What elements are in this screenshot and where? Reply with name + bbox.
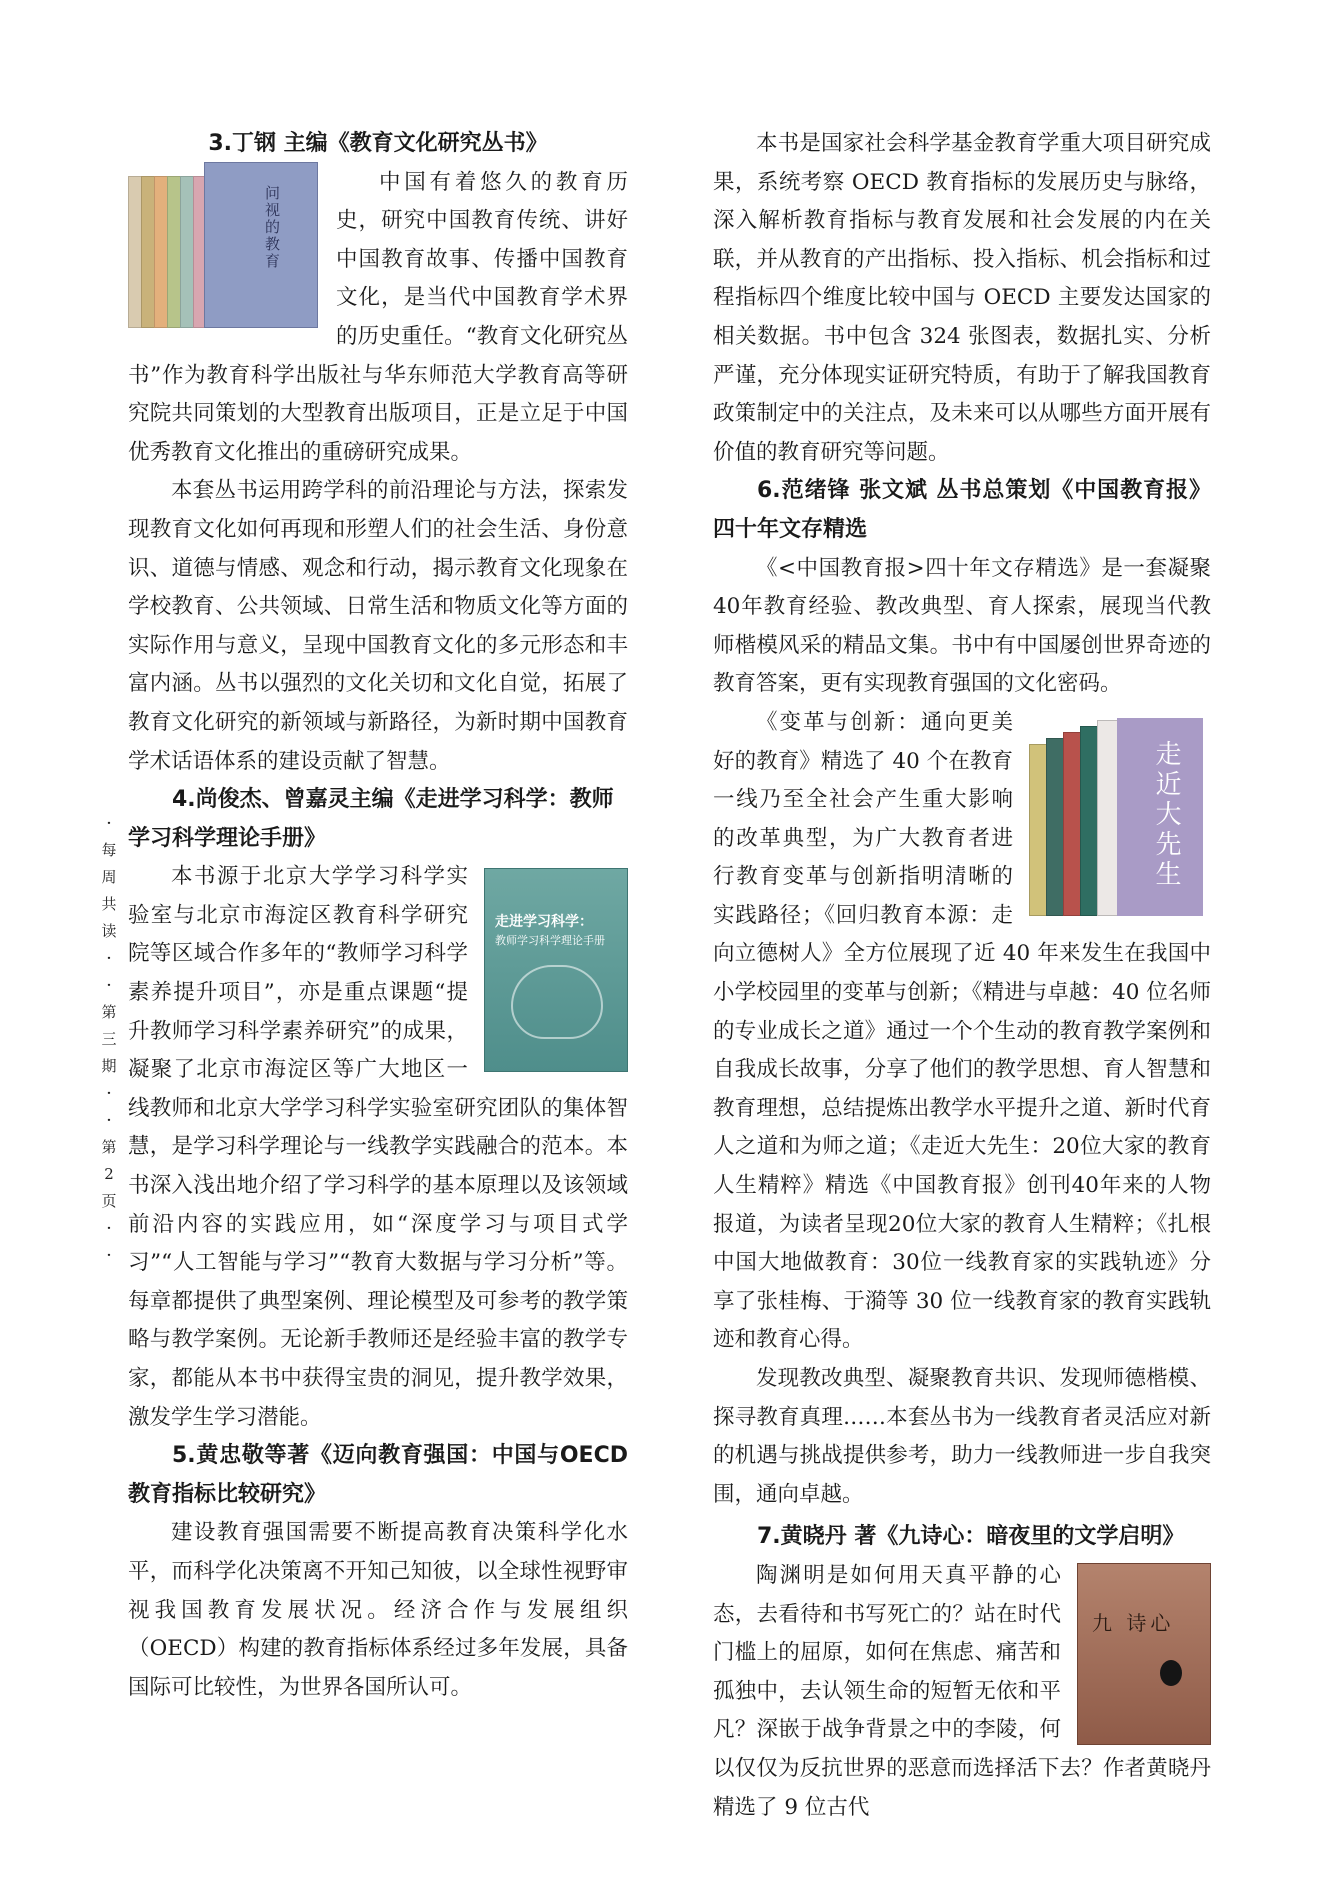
dot-separator: ·	[106, 813, 112, 834]
side-char: 第	[101, 1003, 117, 1021]
section-4-paragraph-1: 本书源于北京大学学习科学实验室与北京市海淀区教育科学研究院等区域合作多年的“教师学习科学素养提升项目”，亦是重点课题“提升教师学习科学素养研究”的成果，凝聚了北京市海淀区等广大地区一线教师和北京大学学习科学实验室研究团队的集体智慧，是学习科学理论与一线教学实践融合的范本。本书深入浅出地介绍了学习科学的基本原理以及该领域前沿内容的实践应用，如“深度学习与项目式学习”“人工智能与学习”“教育大数据与学习分析”等。每章都提供了典型案例、理论模型及可参考的教学策略与教学案例。无论新手教师还是经验丰富的教学专家，都能从本书中获得宝贵的洞见，提升教学效果，激发学生学习潜能。	[128, 864, 628, 1430]
section-3-paragraph-1: 中国有着悠久的教育历史，研究中国教育传统、讲好中国教育故事、传播中国教育文化，是当代中国教育学术界的历史重任。“教育文化研究丛书”作为教育科学出版社与华东师范大学教育高等研究院共同策划的大型教育出版项目，正是立足于中国优秀教育文化推出的重磅研究成果。	[128, 169, 628, 465]
section-7-paragraph-1: 陶渊明是如何用天真平静的心态，去看待和书写死亡的？站在时代门槛上的屈原，如何在焦虑、痛苦和孤独中，去认领生命的短暂无依和平凡？深嵌于战争背景之中的李陵，何以仅仅为反抗世界的恶意而选择活下去？作者黄晓丹精选了 9 位古代	[713, 1562, 1211, 1820]
nine-poems-book-image	[1077, 1563, 1211, 1745]
side-char: 第	[101, 1138, 117, 1156]
section-6-heading: 6.范绪锋 张文斌 丛书总策划《中国教育报》四十年文存精选	[713, 478, 1211, 542]
book-cover-title: 问视的教育	[263, 184, 281, 270]
book-cover-subtitle: 教师学习科学理论手册	[495, 934, 605, 948]
dot-separator: ·	[106, 975, 112, 996]
side-char: 三	[101, 1030, 117, 1048]
dot-separator: ·	[106, 1218, 112, 1239]
brain-icon	[511, 965, 603, 1039]
side-char: 页	[101, 1192, 117, 1210]
section-6-paragraph-2: 《变革与创新：通向更美好的教育》精选了 40 个在教育一线乃至全社会产生重大影响的改革典型，为广大教育者进行教育变革与创新指明清晰的实践路径；《回归教育本源：走向立德树人》全方位展现了近 40 年来发生在我国中小学校园里的变革与创新；《精进与卓越：40 位名师的专业成长之道》通过一个个生动的教育教学案例和自我成长故事，分享了他们的教学思想、育人智慧和教育理想，总结提炼出教学水平提升之道、新时代育人之道和为师之道；《走近大先生：20位大家的教育人生精粹》精选《中国教育报》创刊40年来的人物报道，为读者呈现20位大家的教育人生精粹；《扎根中国大地做教育：30位一线教育家的实践轨迹》分享了张桂梅、于漪等 30 位一线教育家的教育实践轨迹和教育心得。	[713, 709, 1211, 1353]
section-3-heading: 3.丁钢 主编《教育文化研究丛书》	[208, 131, 548, 156]
dot-separator: ·	[106, 1110, 112, 1131]
section-5-paragraph-1: 建设教育强国需要不断提高教育决策科学化水平，而科学化决策离不开知己知彼，以全球性视野审视我国教育发展状况。经济合作与发展组织（OECD）构建的教育指标体系经过多年发展，具备国际可比较性，为世界各国所认可。	[128, 1520, 628, 1700]
side-char: 读	[101, 922, 117, 940]
section-3-paragraph-2: 本套丛书运用跨学科的前沿理论与方法，探索发现教育文化如何再现和形塑人们的社会生活、身份意识、道德与情感、观念和行动，揭示教育文化现象在学校教育、公共领域、日常生活和物质文化等方面的实际作用与意义，呈现中国教育文化的多元形态和丰富内涵。丛书以强烈的文化关切和文化自觉，拓展了教育文化研究的新领域与新路径，为新时期中国教育学术话语体系的建设贡献了智慧。	[128, 478, 628, 774]
dot-separator: ·	[106, 948, 112, 969]
section-4-heading: 4.尚俊杰、曾嘉灵主编《走进学习科学：教师学习科学理论手册》	[128, 787, 614, 851]
section-6-paragraph-3: 发现教改典型、凝聚教育共识、发现师德楷模、探寻教育真理……本套丛书为一线教育者灵活应对新的机遇与挑战提供参考，助力一线教师进一步自我突围，通向卓越。	[713, 1366, 1211, 1507]
side-char: 共	[101, 895, 117, 913]
book-cover-title: 走近大先生	[1151, 739, 1181, 890]
side-char: 每	[101, 841, 117, 859]
dot-separator: ·	[106, 1245, 112, 1266]
side-char: 2	[104, 1165, 114, 1183]
book-front-cover	[204, 162, 318, 328]
side-char: 周	[101, 868, 117, 886]
side-issue-marker	[98, 810, 120, 1269]
right-column	[713, 125, 1211, 1827]
education-news-series-image	[1029, 718, 1211, 916]
side-char: 期	[101, 1057, 117, 1075]
dot-separator: ·	[106, 1083, 112, 1104]
book-cover-title: 九 诗心	[1092, 1610, 1175, 1635]
section-5-heading: 5.黄忠敬等著《迈向教育强国：中国与OECD 教育指标比较研究》	[128, 1443, 628, 1507]
section-6-paragraph-1: 《<中国教育报>四十年文存精选》是一套凝聚40年教育经验、教改典型、育人探索，展现当代教师楷模风采的精品文集。书中有中国屡创世界奇迹的教育答案，更有实现教育强国的文化密码。	[713, 555, 1211, 697]
section-7-heading: 7.黄晓丹 著《九诗心：暗夜里的文学启明》	[757, 1524, 1185, 1550]
learning-science-book-image	[484, 868, 628, 1072]
book-series-cover-image	[128, 168, 318, 328]
ink-dot-graphic	[1160, 1660, 1182, 1686]
left-column	[128, 125, 628, 1707]
book-cover-title: 走进学习科学：	[495, 914, 593, 931]
book-front-cover	[1117, 718, 1203, 916]
section-5-paragraph-2: 本书是国家社会科学基金教育学重大项目研究成果，系统考察 OECD 教育指标的发展历史与脉络，深入解析教育指标与教育发展和社会发展的内在关联，并从教育的产出指标、投入指标、机会指标和过程指标四个维度比较中国与 OECD 主要发达国家的相关数据。书中包含 324 张图表，数据扎实、分析严谨，充分体现实证研究特质，有助于了解我国教育政策制定中的关注点，及未来可以从哪些方面开展有价值的教育研究等问题。	[713, 131, 1211, 465]
